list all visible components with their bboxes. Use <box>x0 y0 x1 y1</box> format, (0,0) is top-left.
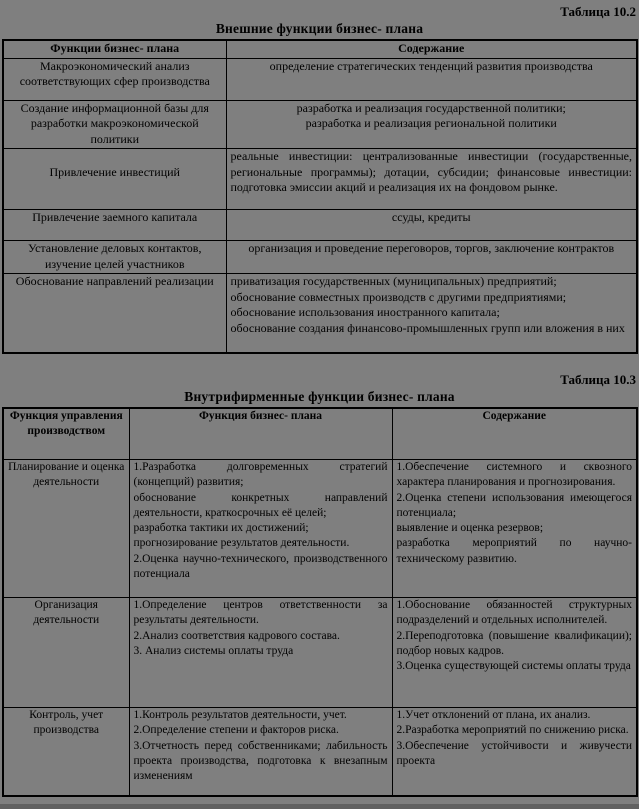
paragraph: разработка мероприятий по научно-техническому развитию. <box>396 537 632 565</box>
management-function-cell <box>3 708 129 796</box>
function-cell <box>3 274 226 353</box>
paragraph: разработка и реализация региональной политики <box>305 116 557 130</box>
paragraph: обоснование совместных производств с другими предприятиями; <box>230 289 567 304</box>
content-cell <box>226 241 637 274</box>
function-cell <box>3 58 226 100</box>
paragraph: Контроль, учет производства <box>29 709 104 737</box>
paragraph: обоснование использования иностранного капитала; <box>230 305 500 319</box>
function-cell <box>3 241 226 274</box>
function-cell <box>3 149 226 210</box>
bottom-edge-bar <box>0 804 639 809</box>
column-header <box>3 40 226 58</box>
header-row <box>3 408 637 460</box>
paragraph: Организация деятельности <box>33 599 100 627</box>
paragraph: 1.Определение центров ответственности за результаты деятельности. <box>133 599 388 627</box>
table-row <box>3 100 637 149</box>
table-row <box>3 460 637 598</box>
table-row <box>3 708 637 796</box>
content-cell <box>226 58 637 100</box>
function-cell <box>3 100 226 149</box>
table-row <box>3 274 637 353</box>
content-cell <box>392 708 637 796</box>
table-row <box>3 149 637 210</box>
paragraph: 3.Отчетность перед собственниками; лабильность проекта производства, подготовка к внезапным изменениям <box>133 739 388 783</box>
paragraph: Содержание <box>398 41 465 55</box>
paragraph: обоснование создания финансово-промышленных групп или вложения в них <box>230 320 625 335</box>
paragraph: Создание информационной базы для разработки макроэкономической политики <box>20 100 209 146</box>
content-cell <box>226 210 637 241</box>
paragraph: 2.Определение степени и факторов риска. <box>133 724 339 737</box>
paragraph: 3. Анализ системы оплаты труда <box>133 644 294 657</box>
paragraph: прогнозирование результатов деятельности. <box>133 537 350 550</box>
paragraph: ссуды, кредиты <box>391 210 471 224</box>
paragraph: выявление и оценка резервов; <box>396 522 544 535</box>
business-plan-function-cell <box>129 460 392 598</box>
paragraph: 2.Переподготовка (повышение квалификации); подбор новых кадров. <box>396 629 632 657</box>
paragraph: реальные инвестиции: централизованные инвестиции (государственные, региональные программы); дотации, субсидии; финансовые инвестиции: подготовка эмиссии акций и реализация их на фондовом рынке. <box>230 149 632 194</box>
table-row <box>3 241 637 274</box>
paragraph: 2.Разработка мероприятий по снижению риска. <box>396 724 629 737</box>
management-function-cell <box>3 598 129 708</box>
paragraph: 3.Оценка существующей системы оплаты труда <box>396 660 631 673</box>
table-row <box>3 58 637 100</box>
paragraph: Привлечение инвестиций <box>49 165 180 180</box>
table-row <box>3 210 637 241</box>
paragraph: Установление деловых контактов, изучение целей участников <box>28 241 202 271</box>
paragraph: разработка и реализация государственной политики; <box>296 100 566 115</box>
table-internal-functions <box>2 407 638 797</box>
column-header <box>129 408 392 460</box>
paragraph: Функция бизнес- плана <box>198 409 323 422</box>
paragraph: разработка тактики их достижений; <box>133 522 309 535</box>
paragraph: Привлечение заемного капитала <box>32 210 198 224</box>
paragraph: Планирование и оценка деятельности <box>8 461 125 489</box>
paragraph: 3.Обеспечение устойчивости и живучести проекта <box>396 739 632 767</box>
table1-title: Внешние функции бизнес- плана <box>215 21 424 36</box>
paragraph: 1.Разработка долговременных стратегий (концепций) развития; <box>133 461 388 489</box>
paragraph: 1.Обоснование обязанностей структурных подразделений и отдельных исполнителей. <box>396 599 632 627</box>
header-row <box>3 40 637 58</box>
table-external-functions <box>2 39 638 354</box>
paragraph: 2.Оценка степени использования имеющегося потенциала; <box>396 491 632 519</box>
paragraph: 2.Оценка научно-технического, производственного потенциала <box>133 552 388 581</box>
paragraph: организация и проведение переговоров, торгов, заключение контрактов <box>248 241 615 255</box>
function-cell <box>3 210 226 241</box>
paragraph: 1.Контроль результатов деятельности, учет. <box>133 709 347 721</box>
business-plan-function-cell <box>129 708 392 796</box>
paragraph: Макроэкономический анализ соответствующих сфер производства <box>19 58 210 88</box>
paragraph: Функции бизнес- плана <box>50 41 180 55</box>
paragraph: обоснование конкретных направлений деятельности, краткосрочных её целей; <box>133 491 388 519</box>
content-cell <box>226 149 637 210</box>
content-cell <box>226 100 637 149</box>
management-function-cell <box>3 460 129 598</box>
paragraph: определение стратегических тенденций развития производства <box>269 58 593 73</box>
table-row <box>3 598 637 708</box>
column-header <box>392 408 637 460</box>
table2-caption: Таблица 10.3 <box>560 371 636 387</box>
column-header <box>226 40 637 58</box>
content-cell <box>392 598 637 708</box>
paragraph: 1.Обеспечение системного и сквозного характера планирования и прогнозирования. <box>396 461 632 489</box>
paragraph: Функция управления производством <box>9 409 123 437</box>
paragraph: Обоснование направлений реализации <box>15 274 214 288</box>
content-cell <box>392 460 637 598</box>
table1-caption: Таблица 10.2 <box>560 4 636 19</box>
paragraph: 1.Учет отклонений от плана, их анализ. <box>396 709 591 721</box>
table2-title: Внутрифирменные функции бизнес- плана <box>184 388 455 404</box>
paragraph: Содержание <box>482 409 546 422</box>
paragraph: 2.Анализ соответствия кадрового состава. <box>133 629 340 642</box>
paragraph: приватизация государственных (муниципальных) предприятий; <box>230 274 557 288</box>
content-cell <box>226 274 637 353</box>
column-header <box>3 408 129 460</box>
business-plan-function-cell <box>129 598 392 708</box>
